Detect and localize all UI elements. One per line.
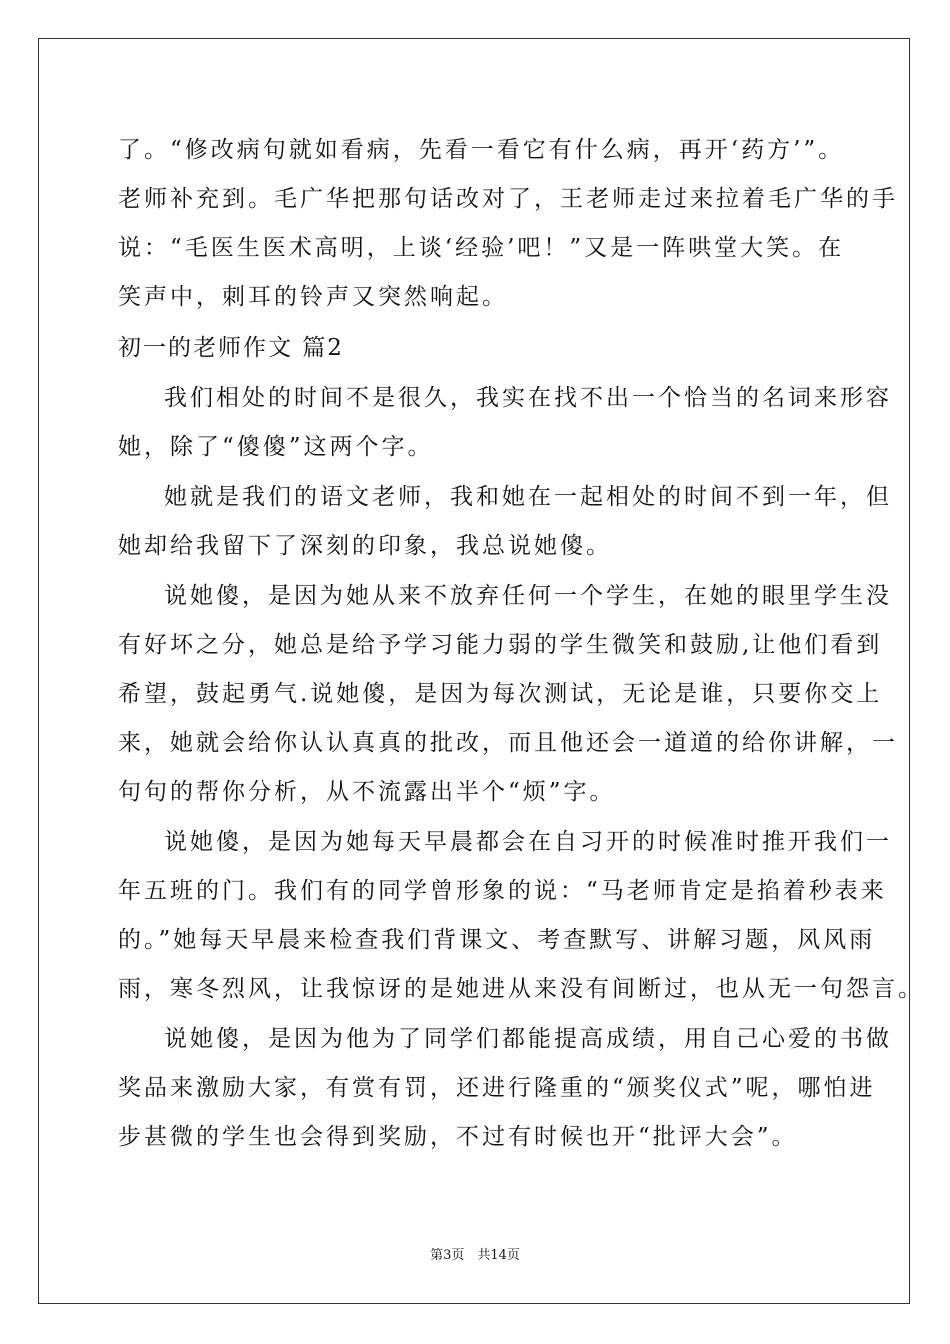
section-heading: 初一的老师作文 篇2 (118, 335, 344, 361)
text-line: 有好坏之分，她总是给予学习能力弱的学生微笑和鼓励,让他们看到 (118, 632, 883, 658)
text-line: 雨，寒冬烈风，让我惊讶的是她进从来没有间断过，也从无一句怨言。 (118, 976, 924, 1002)
text-line: 说：“毛医生医术高明，上谈‘经验’吧！”又是一阵哄堂大笑。在 (118, 235, 845, 261)
text-line: 说她傻，是因为她每天早晨都会在自习开的时候准时推开我们一 (164, 829, 892, 855)
text-line: 了。“修改病句就如看病，先看一看它有什么病，再开‘药方’”。 (118, 137, 845, 163)
text-line: 她却给我留下了深刻的印象，我总说她傻。 (118, 533, 612, 559)
text-line: 步甚微的学生也会得到奖励，不过有时候也开“批评大会”。 (118, 1124, 798, 1150)
text-line: 希望，鼓起勇气.说她傻，是因为每次测试，无论是谁，只要你交上 (118, 681, 883, 707)
text-line: 年五班的门。我们有的同学曾形象的说：“马老师肯定是掐着秒表来 (118, 878, 887, 904)
page-footer: 第3页 共14页 (430, 1248, 520, 1263)
page-border (38, 38, 910, 1304)
text-line: 奖品来激励大家，有赏有罚，还进行隆重的“颁奖仪式”呢，哪怕进 (118, 1075, 876, 1101)
text-line: 我们相处的时间不是很久，我实在找不出一个恰当的名词来形容 (164, 385, 892, 411)
text-line: 她就是我们的语文老师，我和她在一起相处的时间不到一年，但 (164, 484, 892, 510)
text-line: 她，除了“傻傻”这两个字。 (118, 434, 434, 460)
text-line: 说她傻，是因为他为了同学们都能提高成绩，用自己心爱的书做 (164, 1026, 892, 1052)
text-line: 句句的帮你分析，从不流露出半个“烦”字。 (118, 779, 616, 805)
text-line: 老师补充到。毛广华把那句话改对了，王老师走过来拉着毛广华的手 (118, 186, 898, 212)
text-line: 说她傻，是因为她从来不放弃任何一个学生，在她的眼里学生没 (164, 583, 892, 609)
text-line: 的。”她每天早晨来检查我们背课文、考查默写、讲解习题，风风雨 (118, 927, 876, 953)
text-line: 笑声中，刺耳的铃声又突然响起。 (118, 284, 508, 310)
text-line: 来，她就会给你认认真真的批改，而且他还会一道道的给你讲解，一 (118, 730, 898, 756)
